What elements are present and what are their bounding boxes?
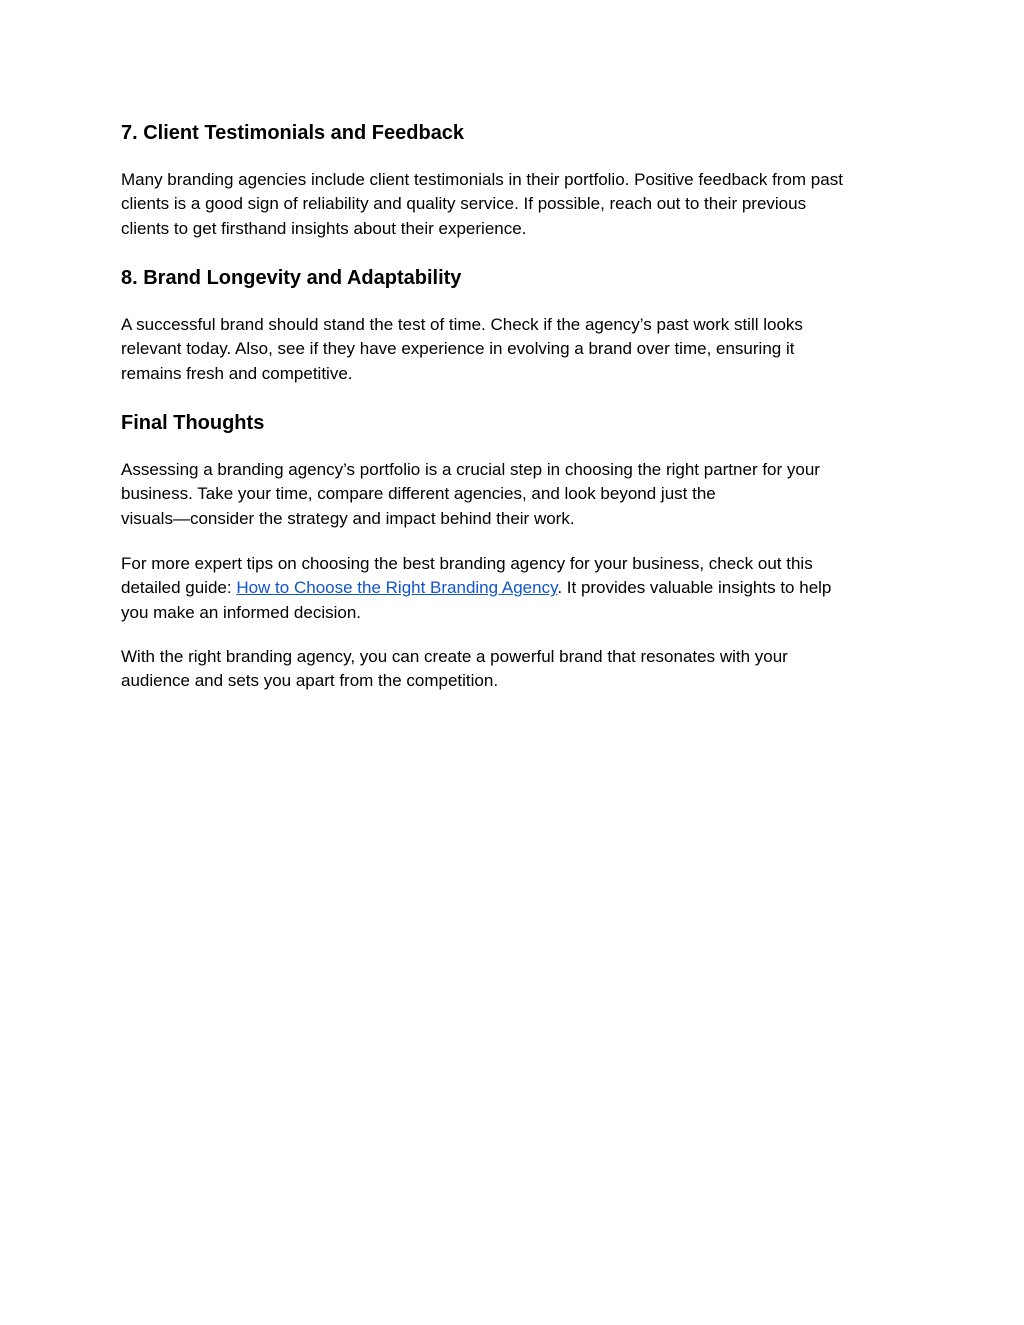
text-line: A successful brand should stand the test of time. Check if the agency’s past work still looks [121, 315, 803, 334]
text-line: remains fresh and competitive. [121, 363, 353, 383]
branding-agency-guide-link[interactable]: How to Choose the Right Branding Agency [236, 578, 558, 598]
text-line: clients is a good sign of reliability and quality service. If possible, reach out to their previous [121, 194, 807, 214]
text-line: visuals—consider the strategy and impact behind their work. [121, 508, 575, 528]
paragraph-final-thoughts-closing [121, 645, 911, 694]
text-line: For more expert tips on choosing the best branding agency for your business, check out this [121, 554, 813, 573]
text-line-with-link [121, 576, 911, 600]
paragraph-final-thoughts-assessing [121, 458, 911, 531]
section-heading-brand-longevity: 8. Brand Longevity and Adaptability [121, 267, 462, 289]
text-line: you make an informed decision. [121, 602, 362, 622]
text-line: business. Take your time, compare different agencies, and look beyond just the [121, 484, 716, 504]
text-line: audience and sets you apart from the competition. [121, 671, 499, 691]
text-line: clients to get firsthand insights about their experience. [121, 218, 527, 238]
text-line: With the right branding agency, you can create a powerful brand that resonates with your [121, 647, 788, 666]
section-heading-client-testimonials: 7. Client Testimonials and Feedback [121, 122, 465, 144]
section-heading-final-thoughts: Final Thoughts [121, 412, 265, 434]
paragraph-client-testimonials [121, 168, 911, 241]
paragraph-brand-longevity [121, 313, 911, 386]
text-segment: . It provides valuable insights to help [557, 578, 832, 598]
text-segment: detailed guide: [121, 578, 237, 598]
text-line: Many branding agencies include client testimonials in their portfolio. Positive feedback from past [121, 170, 843, 189]
text-line: relevant today. Also, see if they have experience in evolving a brand over time, ensuring it [121, 339, 795, 359]
paragraph-final-thoughts-expert-tips [121, 552, 911, 625]
text-line: Assessing a branding agency’s portfolio is a crucial step in choosing the right partner for your [121, 460, 820, 479]
